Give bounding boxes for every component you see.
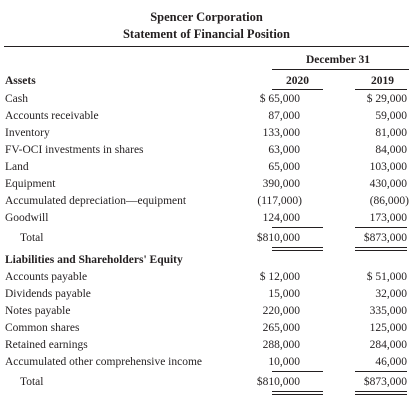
period-label: December 31 xyxy=(306,54,370,66)
row-label: Dividends payable xyxy=(5,288,91,300)
value-2020: 390,000 xyxy=(262,178,300,190)
total-double-rule xyxy=(272,391,323,395)
statement-title: Statement of Financial Position xyxy=(122,27,290,41)
value-2019: 173,000 xyxy=(369,212,407,224)
value-2020: (117,000) xyxy=(257,195,302,207)
subtotal-rule xyxy=(272,227,323,228)
value-2020: 10,000 xyxy=(268,356,300,368)
value-2020: 87,000 xyxy=(268,110,300,122)
value-2020: 288,000 xyxy=(262,339,300,351)
total-double-rule xyxy=(272,247,323,251)
value-2019: 284,000 xyxy=(369,339,407,351)
value-2019: 59,000 xyxy=(375,110,407,122)
row-label: Inventory xyxy=(5,127,50,139)
value-2019: 32,000 xyxy=(375,288,407,300)
value-2019: $ 51,000 xyxy=(366,271,407,283)
assets-heading: Assets xyxy=(5,75,36,87)
subtotal-rule xyxy=(272,371,323,372)
total-label: Total xyxy=(20,232,44,244)
total-label: Total xyxy=(20,376,44,388)
row-label: Retained earnings xyxy=(5,339,88,351)
value-2019: 84,000 xyxy=(375,144,407,156)
year-2019-rule xyxy=(355,89,407,90)
header-rule xyxy=(4,46,409,47)
value-2019: 103,000 xyxy=(369,161,407,173)
value-2020: 220,000 xyxy=(262,305,300,317)
value-2019: 430,000 xyxy=(369,178,407,190)
subtotal-rule xyxy=(355,371,407,372)
value-2019: 81,000 xyxy=(375,127,407,139)
value-2019: 335,000 xyxy=(369,305,407,317)
value-2019: $ 29,000 xyxy=(366,93,407,105)
value-2020: 15,000 xyxy=(268,288,300,300)
liabilities-heading: Liabilities and Shareholders' Equity xyxy=(5,254,183,266)
company-name: Spencer Corporation xyxy=(150,10,263,24)
total-2020: $810,000 xyxy=(256,232,300,244)
period-rule xyxy=(272,69,409,70)
row-label: FV-OCI investments in shares xyxy=(5,144,144,156)
row-label: Land xyxy=(5,161,29,173)
year-2020-rule xyxy=(272,89,323,90)
year-2020-header: 2020 xyxy=(286,75,309,87)
year-2019-header: 2019 xyxy=(371,75,394,87)
total-2019: $873,000 xyxy=(363,376,407,388)
value-2020: 265,000 xyxy=(262,322,300,334)
total-2019: $873,000 xyxy=(363,232,407,244)
row-label: Accounts payable xyxy=(5,271,88,283)
total-double-rule xyxy=(355,391,407,395)
row-label: Equipment xyxy=(5,178,56,190)
total-2020: $810,000 xyxy=(256,376,300,388)
row-label: Cash xyxy=(5,93,28,105)
row-label: Goodwill xyxy=(5,212,49,224)
value-2019: 46,000 xyxy=(375,356,407,368)
row-label: Accumulated other comprehensive income xyxy=(5,356,203,368)
row-label: Accounts receivable xyxy=(5,110,99,122)
row-label: Common shares xyxy=(5,322,80,334)
value-2019: (86,000) xyxy=(369,195,409,207)
value-2019: 125,000 xyxy=(369,322,407,334)
row-label: Notes payable xyxy=(5,305,71,317)
value-2020: $ 65,000 xyxy=(259,93,300,105)
value-2020: 124,000 xyxy=(262,212,300,224)
total-double-rule xyxy=(355,247,407,251)
subtotal-rule xyxy=(355,227,407,228)
value-2020: $ 12,000 xyxy=(259,271,300,283)
value-2020: 65,000 xyxy=(268,161,300,173)
value-2020: 63,000 xyxy=(268,144,300,156)
value-2020: 133,000 xyxy=(262,127,300,139)
row-label: Accumulated depreciation—equipment xyxy=(5,195,187,207)
